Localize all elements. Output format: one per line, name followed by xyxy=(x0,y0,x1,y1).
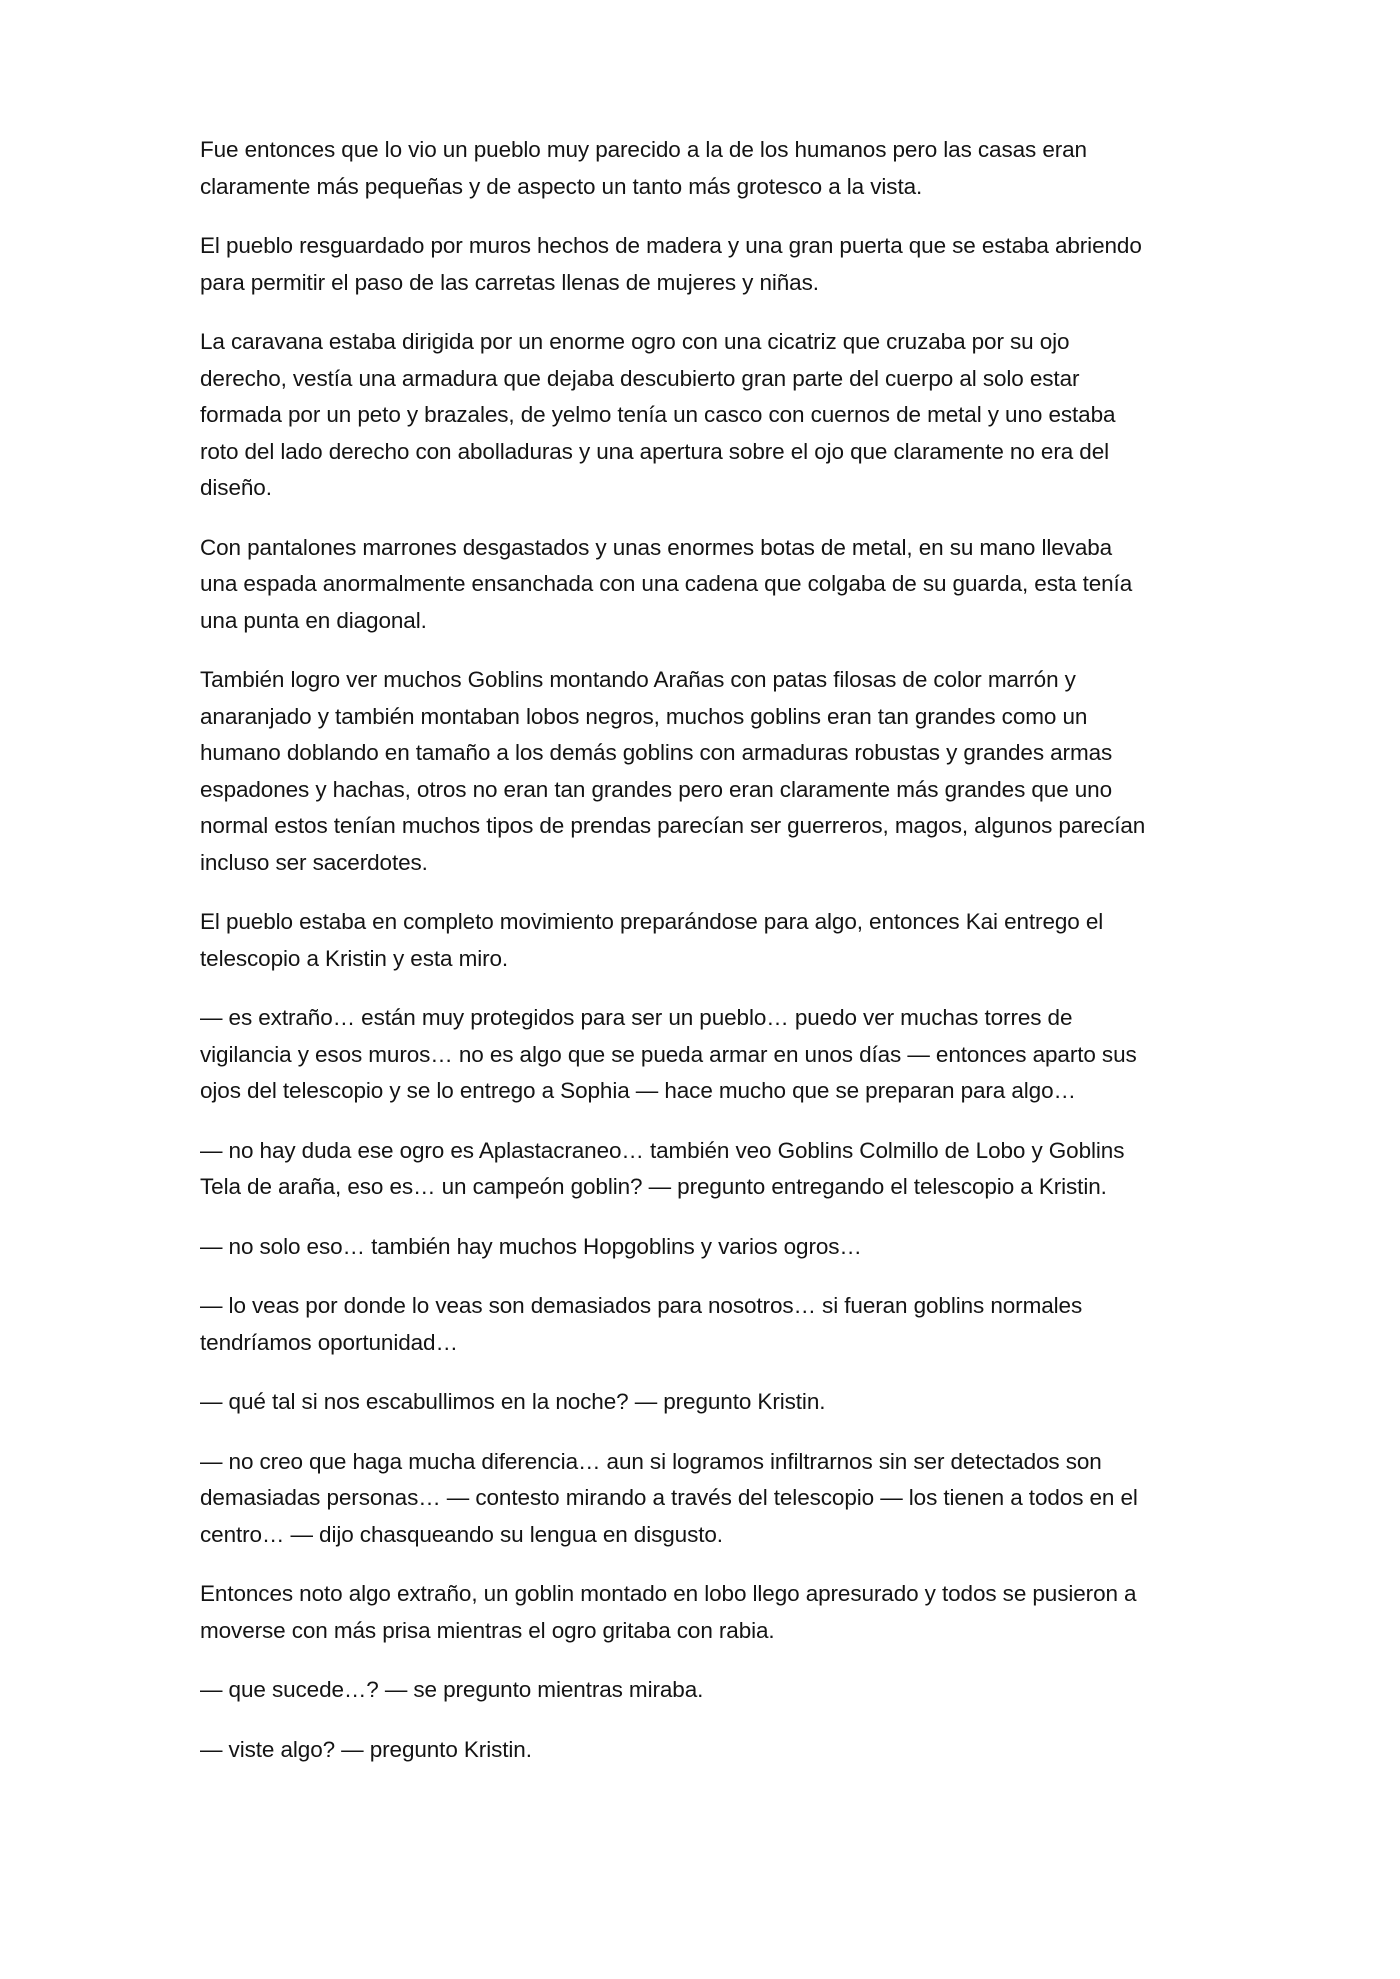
paragraph: El pueblo resguardado por muros hechos de madera y una gran puerta que se estaba abriendo para permitir el paso de las carretas llenas de mujeres y niñas. xyxy=(200,233,1142,295)
paragraph: Con pantalones marrones desgastados y unas enormes botas de metal, en su mano llevaba una espada anormalmente ensanchada con una cadena que colgaba de su guarda, esta tenía una punta en diagonal. xyxy=(200,534,1133,633)
paragraph: — lo veas por donde lo veas son demasiados para nosotros… si fueran goblins normales tendríamos oportunidad… xyxy=(200,1293,1083,1355)
paragraph: — no creo que haga mucha diferencia… aun si logramos infiltrarnos sin ser detectados son demasiadas personas… — contesto mirando a través del telescopio — los tienen a todos en el centro… — dijo chasqueando su lengua en disgusto. xyxy=(200,1448,1138,1547)
paragraph: — no hay duda ese ogro es Aplastacraneo… también veo Goblins Colmillo de Lobo y Goblins Tela de araña, eso es… un campeón goblin? — pregunto entregando el telescopio a Kristin. xyxy=(200,1137,1125,1199)
body-text xyxy=(200,132,1210,1791)
paragraph: — no solo eso… también hay muchos Hopgoblins y varios ogros… xyxy=(200,1233,862,1259)
paragraph: Fue entonces que lo vio un pueblo muy parecido a la de los humanos pero las casas eran claramente más pequeñas y de aspecto un tanto más grotesco a la vista. xyxy=(200,137,1087,199)
paragraph: La caravana estaba dirigida por un enorme ogro con una cicatriz que cruzaba por su ojo derecho, vestía una armadura que dejaba descubierto gran parte del cuerpo al solo estar formada por un peto y brazales, de yelmo tenía un casco con cuernos de metal y uno estaba roto del lado derecho con abolladuras y una apertura sobre el ojo que claramente no era del diseño. xyxy=(200,329,1116,500)
paragraph: — viste algo? — pregunto Kristin. xyxy=(200,1736,532,1762)
paragraph: — es extraño… están muy protegidos para ser un pueblo… puedo ver muchas torres de vigilancia y esos muros… no es algo que se pueda armar en unos días — entonces aparto sus ojos del telescopio y se lo entrego a Sophia — hace mucho que se preparan para algo… xyxy=(200,1005,1137,1103)
paragraph: Entonces noto algo extraño, un goblin montado en lobo llego apresurado y todos se pusieron a moverse con más prisa mientras el ogro gritaba con rabia. xyxy=(200,1581,1137,1643)
paragraph: El pueblo estaba en completo movimiento preparándose para algo, entonces Kai entrego el telescopio a Kristin y esta miro. xyxy=(200,909,1104,971)
paragraph: — que sucede…? — se pregunto mientras miraba. xyxy=(200,1677,704,1702)
paragraph: También logro ver muchos Goblins montando Arañas con patas filosas de color marrón y anaranjado y también montaban lobos negros, muchos goblins eran tan grandes como un humano doblando en tamaño a los demás goblins con armaduras robustas y grandes armas espadones y hachas, otros no eran tan grandes pero eran claramente más grandes que uno normal estos tenían muchos tipos de prendas parecían ser guerreros, magos, algunos parecían incluso ser sacerdotes. xyxy=(200,667,1146,875)
paragraph: — qué tal si nos escabullimos en la noche? — pregunto Kristin. xyxy=(200,1389,826,1414)
